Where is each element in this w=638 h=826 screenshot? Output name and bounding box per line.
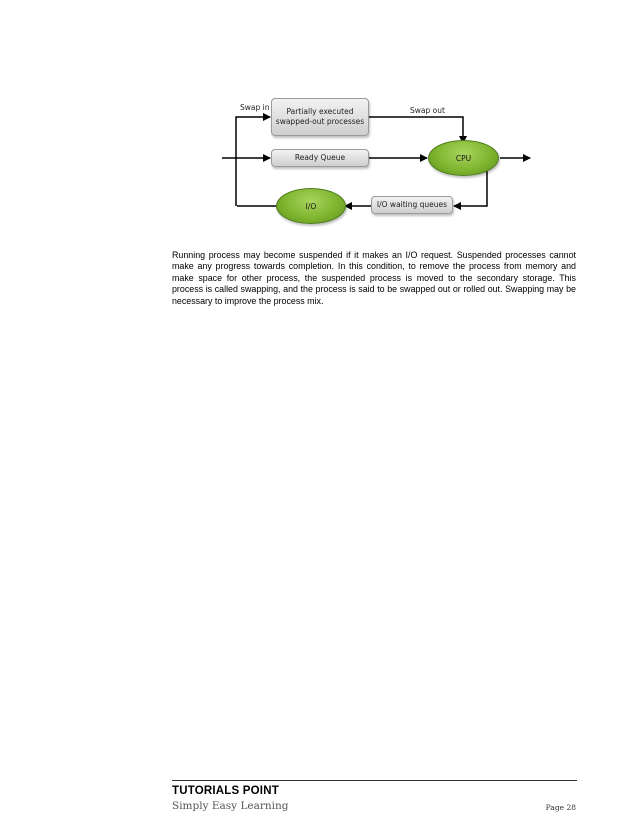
- swapping-diagram: [0, 0, 638, 230]
- io-label: I/O: [305, 201, 317, 211]
- footer-tagline: Simply Easy Learning: [172, 800, 289, 812]
- body-paragraph: Running process may become suspended if it makes an I/O request. Suspended processes cannot make any progress towards completion. In this condition, to remove the process from memory and make space for other process, the suspended process is moved to the secondary storage. This process is called swapping, and the process is said to be swapped out or rolled out. Swapping may be necessary to improve the process mix.: [172, 249, 576, 306]
- footer-divider: [172, 780, 577, 781]
- swap-out-arrow: [369, 117, 463, 143]
- ready-queue-label: Ready Queue: [294, 152, 346, 162]
- cpu-label: CPU: [455, 153, 472, 163]
- partially-executed-box: [271, 98, 369, 136]
- io-oval: [276, 188, 346, 224]
- swap-out-label: Swap out: [410, 106, 445, 115]
- ready-queue-box: [271, 149, 369, 167]
- cpu-oval: [428, 140, 499, 176]
- partially-executed-line1: Partially executed: [286, 106, 354, 116]
- swap-in-arrow: [236, 117, 270, 206]
- io-waiting-queues-box: [371, 196, 453, 214]
- partially-executed-line2: swapped-out processes: [275, 117, 365, 126]
- swap-in-label: Swap in: [240, 103, 270, 112]
- io-waiting-label: I/O waiting queues: [376, 199, 448, 209]
- page-number: Page 28: [545, 803, 576, 812]
- footer-title: TUTORIALS POINT: [172, 785, 279, 797]
